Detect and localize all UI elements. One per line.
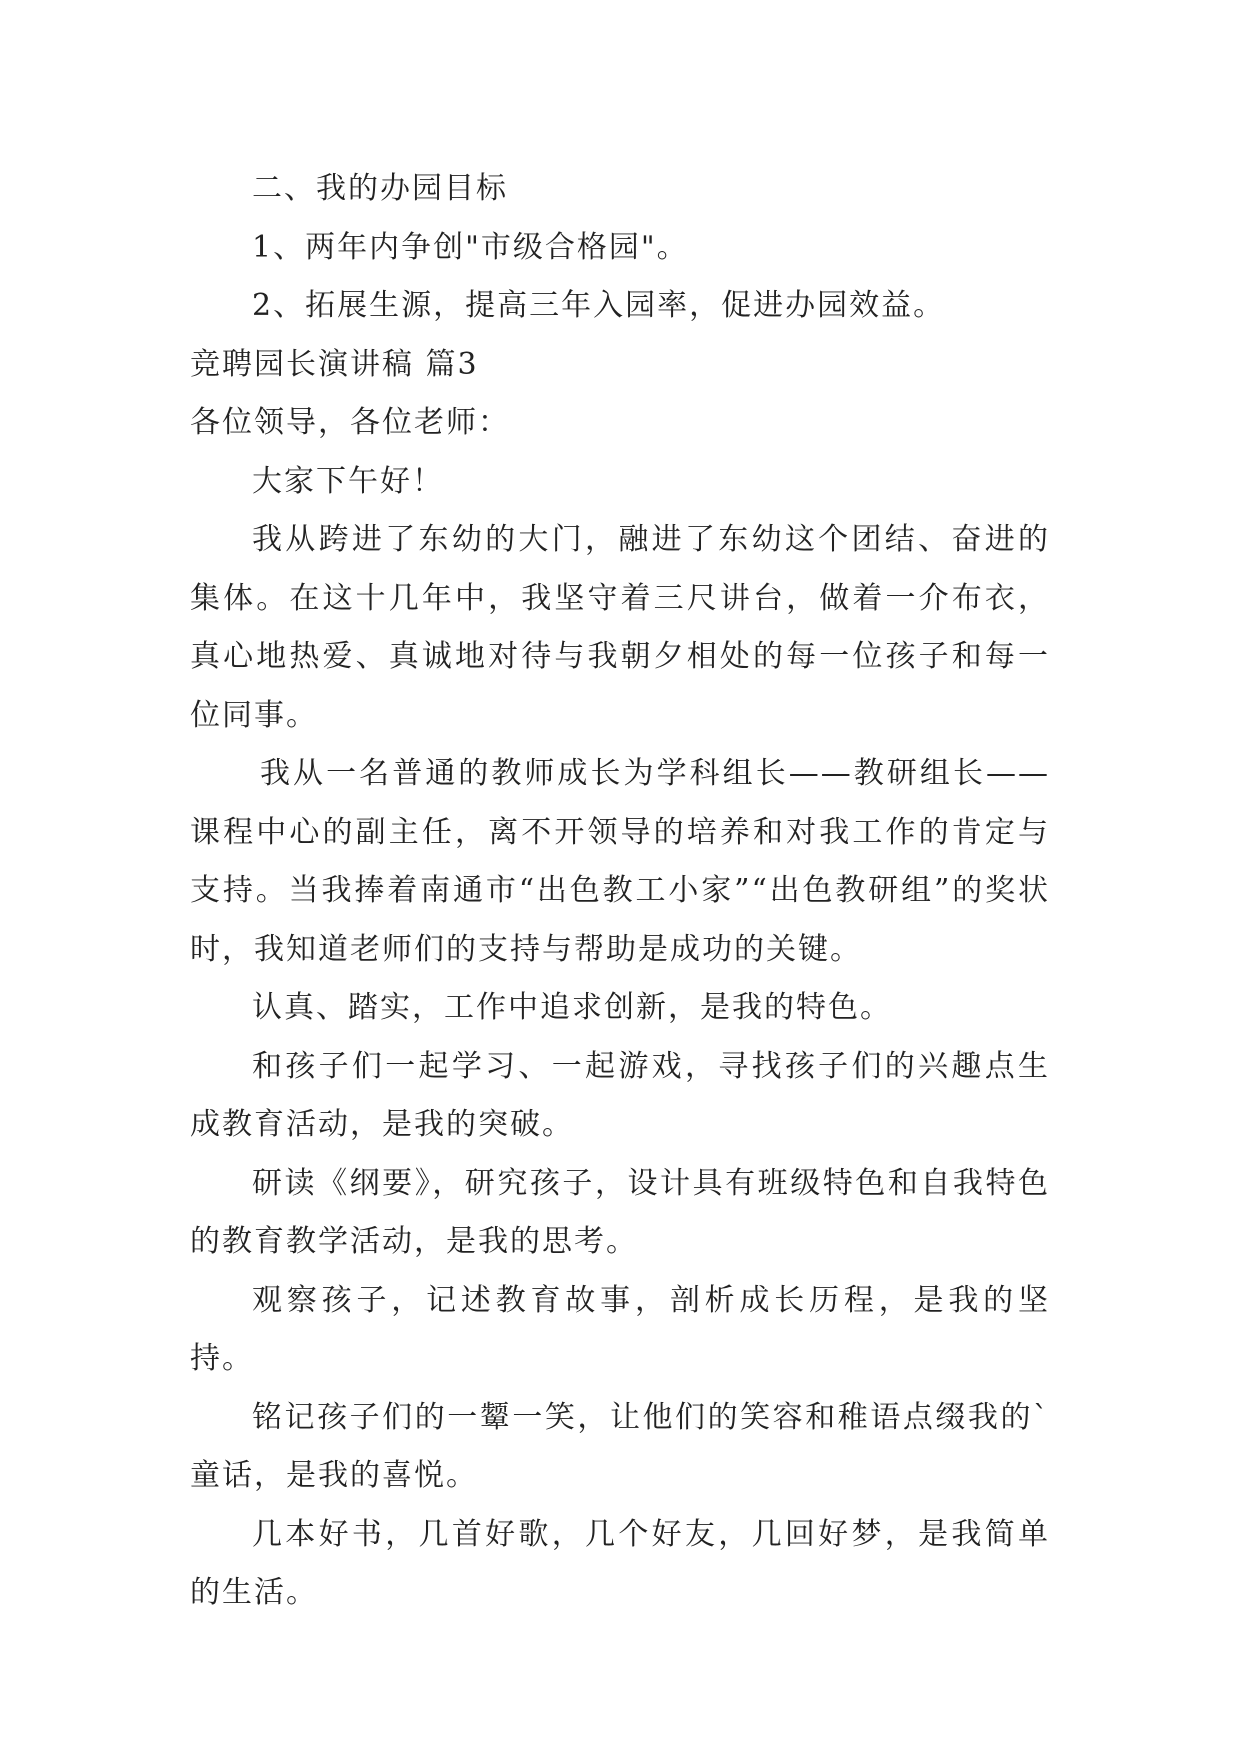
- body-paragraph: 我从跨进了东幼的大门，融进了东幼这个团结、奋进的集体。在这十几年中，我坚守着三尺讲台，做着一介布衣，真心地热爱、真诚地对待与我朝夕相处的每一位孩子和每一位同事。: [190, 522, 1050, 733]
- speech-title: 竞聘园长演讲稿 篇3: [190, 346, 479, 382]
- body-paragraph: 观察孩子，记述教育故事，剖析成长历程，是我的坚持。: [190, 1282, 1050, 1376]
- document-body: [190, 160, 1050, 1623]
- goal-item-1: 1、两年内争创"市级合格园"。: [252, 229, 689, 265]
- greeting: 大家下午好！: [252, 463, 444, 499]
- body-paragraph: 研读《纲要》，研究孩子，设计具有班级特色和自我特色的教育教学活动，是我的思考。: [190, 1165, 1050, 1259]
- body-paragraph: 几本好书，几首好歌，几个好友，几回好梦，是我简单的生活。: [190, 1516, 1050, 1610]
- body-paragraph: 我从一名普通的教师成长为学科组长——教研组长——课程中心的副主任，离不开领导的培养和对我工作的肯定与支持。当我捧着南通市“出色教工小家”“出色教研组”的奖状时，我知道老师们的支持与帮助是成功的关键。: [190, 756, 1050, 967]
- salutation: 各位领导，各位老师：: [190, 405, 510, 440]
- section-heading-goals: 二、我的办园目标: [252, 171, 508, 206]
- body-paragraph: 认真、踏实，工作中追求创新，是我的特色。: [252, 990, 892, 1025]
- goal-item-2: 2、拓展生源，提高三年入园率，促进办园效益。: [252, 288, 946, 323]
- body-paragraph: 和孩子们一起学习、一起游戏，寻找孩子们的兴趣点生成教育活动，是我的突破。: [190, 1048, 1050, 1142]
- body-paragraph: 铭记孩子们的一颦一笑，让他们的笑容和稚语点缀我的`童话，是我的喜悦。: [190, 1399, 1050, 1493]
